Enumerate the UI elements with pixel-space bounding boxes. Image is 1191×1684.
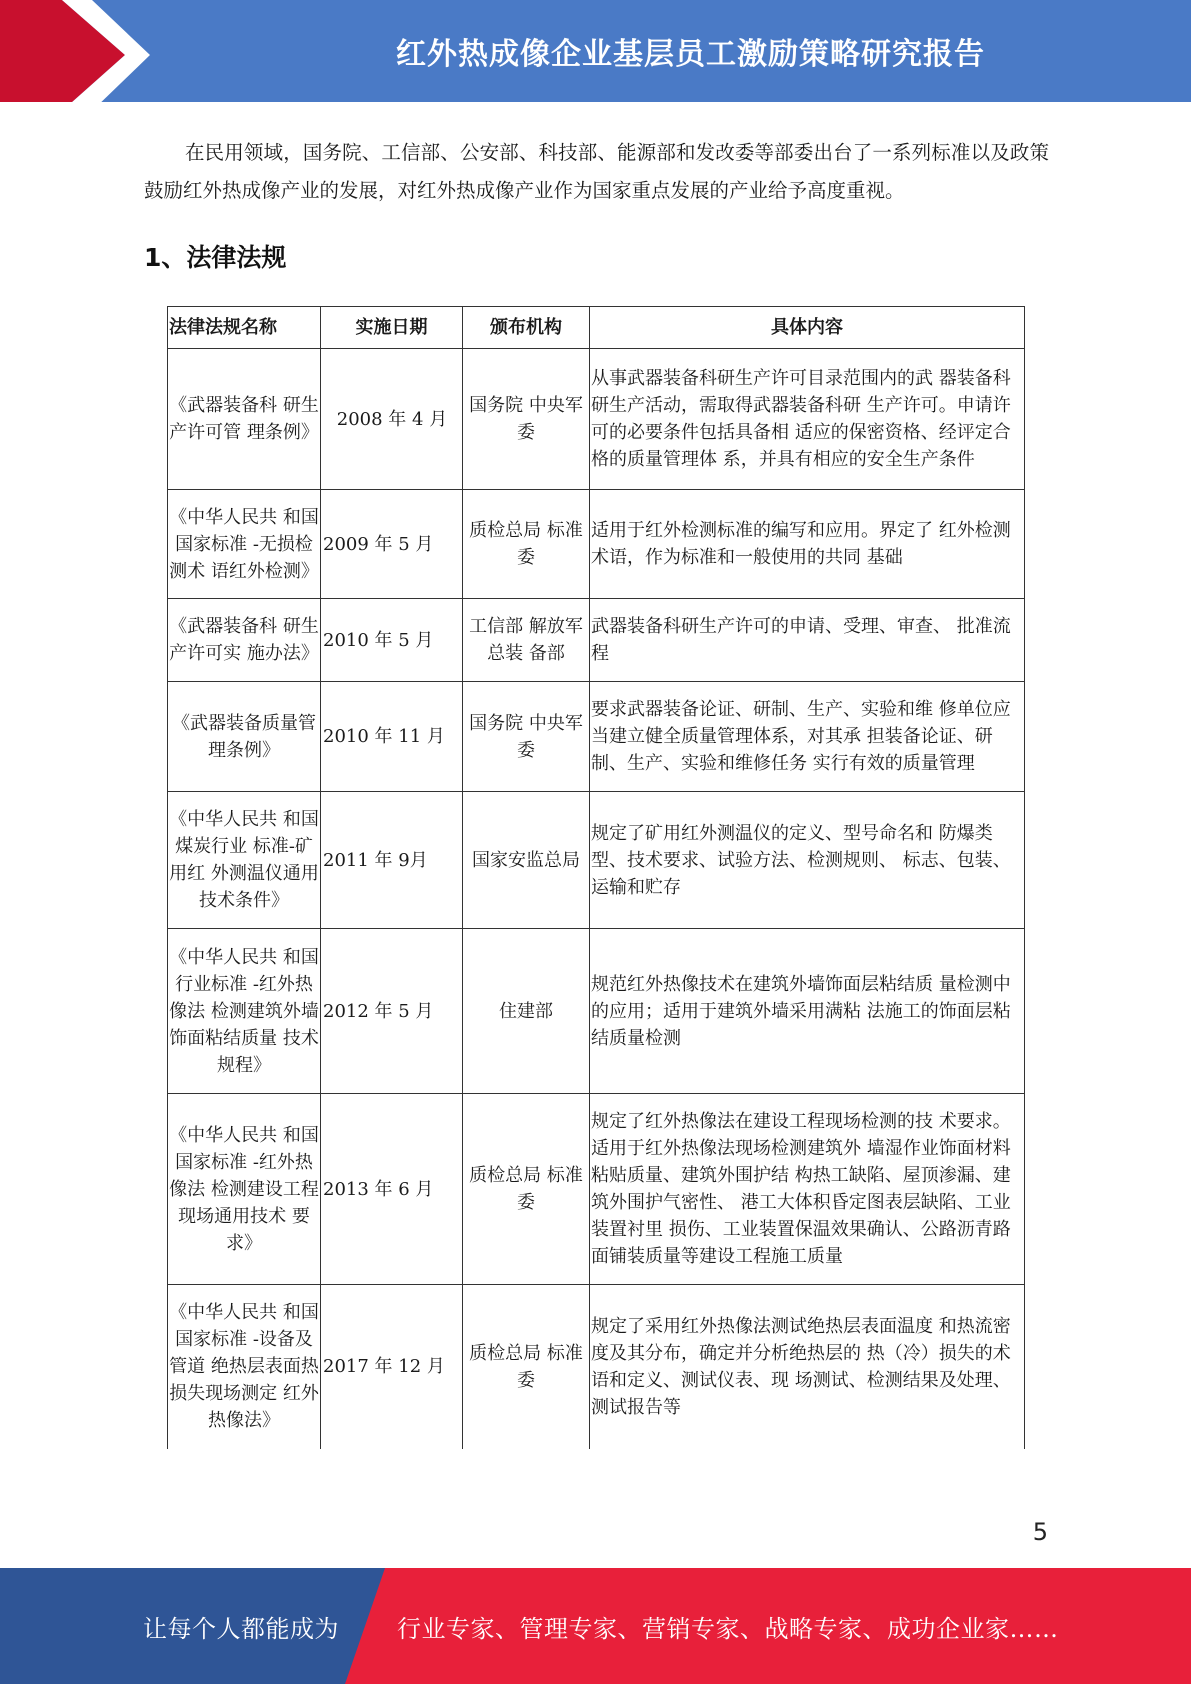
law-org: 质检总局 标准委	[463, 1094, 590, 1285]
law-content: 要求武器装备论证、研制、生产、实验和维 修单位应当建立健全质量管理体系，对其承 担装备论证、研制、生产、实验和维修任务 实行有效的质量管理	[590, 682, 1025, 792]
law-org: 国务院 中央军委	[463, 349, 590, 490]
header-org: 颁布机构	[463, 307, 590, 349]
law-org: 质检总局 标准委	[463, 1285, 590, 1449]
header-content: 具体内容	[590, 307, 1025, 349]
table-row	[168, 1285, 1025, 1449]
table-row	[168, 490, 1025, 599]
law-content: 适用于红外检测标准的编写和应用。界定了 红外检测术语，作为标准和一般使用的共同 基础	[590, 490, 1025, 599]
header-date: 实施日期	[321, 307, 463, 349]
table-header-row	[168, 307, 1025, 349]
table-row	[168, 1094, 1025, 1285]
law-date: 2011 年 9月	[321, 792, 463, 929]
table-row	[168, 349, 1025, 490]
law-content: 从事武器装备科研生产许可目录范围内的武 器装备科研生产活动，需取得武器装备科研 生产许可。申请许可的必要条件包括具备相 适应的保密资格、经评定合格的质量管理体 系，并具有相应的安全生产条件	[590, 349, 1025, 490]
law-name: 《中华人民共 和国国家标准 -设备及管道 绝热层表面热 损失现场测定 红外热像法》	[168, 1285, 321, 1449]
law-name: 《武器装备质量管理条例》	[168, 682, 321, 792]
law-content: 规定了采用红外热像法测试绝热层表面温度 和热流密度及其分布，确定并分析绝热层的 热（冷）损失的术语和定义、测试仪表、现 场测试、检测结果及处理、测试报告等	[590, 1285, 1025, 1449]
law-org: 国家安监总局	[463, 792, 590, 929]
law-date: 2012 年 5 月	[321, 929, 463, 1094]
table-row	[168, 682, 1025, 792]
intro-paragraph: 在民用领域，国务院、工信部、公安部、科技部、能源部和发改委等部委出台了一系列标准以及政策鼓励红外热成像产业的发展，对红外热成像产业作为国家重点发展的产业给予高度重视。	[144, 141, 1049, 202]
table-row	[168, 792, 1025, 929]
header-name: 法律法规名称	[168, 307, 321, 349]
law-content: 武器装备科研生产许可的申请、受理、审查、 批准流程	[590, 599, 1025, 682]
law-date: 2010 年 11 月	[321, 682, 463, 792]
law-content: 规范红外热像技术在建筑外墙饰面层粘结质 量检测中的应用；适用于建筑外墙采用满粘 法施工的饰面层粘结质量检测	[590, 929, 1025, 1094]
law-org: 国务院 中央军委	[463, 682, 590, 792]
law-name: 《武器装备科 研生产许可管 理条例》	[168, 349, 321, 490]
laws-table	[167, 306, 1025, 1449]
law-name: 《中华人民共 和国行业标准 -红外热像法 检测建筑外墙 饰面粘结质量 技术规程》	[168, 929, 321, 1094]
law-content: 规定了矿用红外测温仪的定义、型号命名和 防爆类型、技术要求、试验方法、检测规则、 标志、包装、运输和贮存	[590, 792, 1025, 929]
table-row	[168, 929, 1025, 1094]
footer-banner	[0, 1568, 1191, 1684]
law-org: 质检总局 标准委	[463, 490, 590, 599]
page-title: 红外热成像企业基层员工激励策略研究报告	[396, 37, 985, 72]
law-name: 《中华人民共 和国国家标准 -红外热像法 检测建设工程 现场通用技术 要求》	[168, 1094, 321, 1285]
law-content: 规定了红外热像法在建设工程现场检测的技 术要求。适用于红外热像法现场检测建筑外 墙湿作业饰面材料粘贴质量、建筑外围护结 构热工缺陷、屋顶渗漏、建筑外围护气密性、 港工大体积昏定图表层缺陷、工业装置衬里 损伤、工业装置保温效果确认、公路沥青路 面铺装质量等建设工程施工质量	[590, 1094, 1025, 1285]
law-name: 《武器装备科 研生产许可实 施办法》	[168, 599, 321, 682]
law-date: 2009 年 5 月	[321, 490, 463, 599]
law-org: 住建部	[463, 929, 590, 1094]
footer-slogan-right: 行业专家、管理专家、营销专家、战略专家、成功企业家……	[397, 1614, 1059, 1643]
table-row	[168, 599, 1025, 682]
law-date: 2017 年 12 月	[321, 1285, 463, 1449]
law-date: 2008 年 4 月	[321, 349, 463, 490]
header-banner	[0, 0, 1191, 111]
law-org: 工信部 解放军总装 备部	[463, 599, 590, 682]
law-date: 2013 年 6 月	[321, 1094, 463, 1285]
law-date: 2010 年 5 月	[321, 599, 463, 682]
law-name: 《中华人民共 和国煤炭行业 标准-矿用红 外测温仪通用 技术条件》	[168, 792, 321, 929]
section-heading: 1、法律法规	[144, 243, 287, 272]
footer-slogan-left: 让每个人都能成为	[143, 1614, 339, 1643]
law-name: 《中华人民共 和国国家标准 -无损检测术 语红外检测》	[168, 490, 321, 599]
page-number: 5	[1032, 1518, 1048, 1546]
